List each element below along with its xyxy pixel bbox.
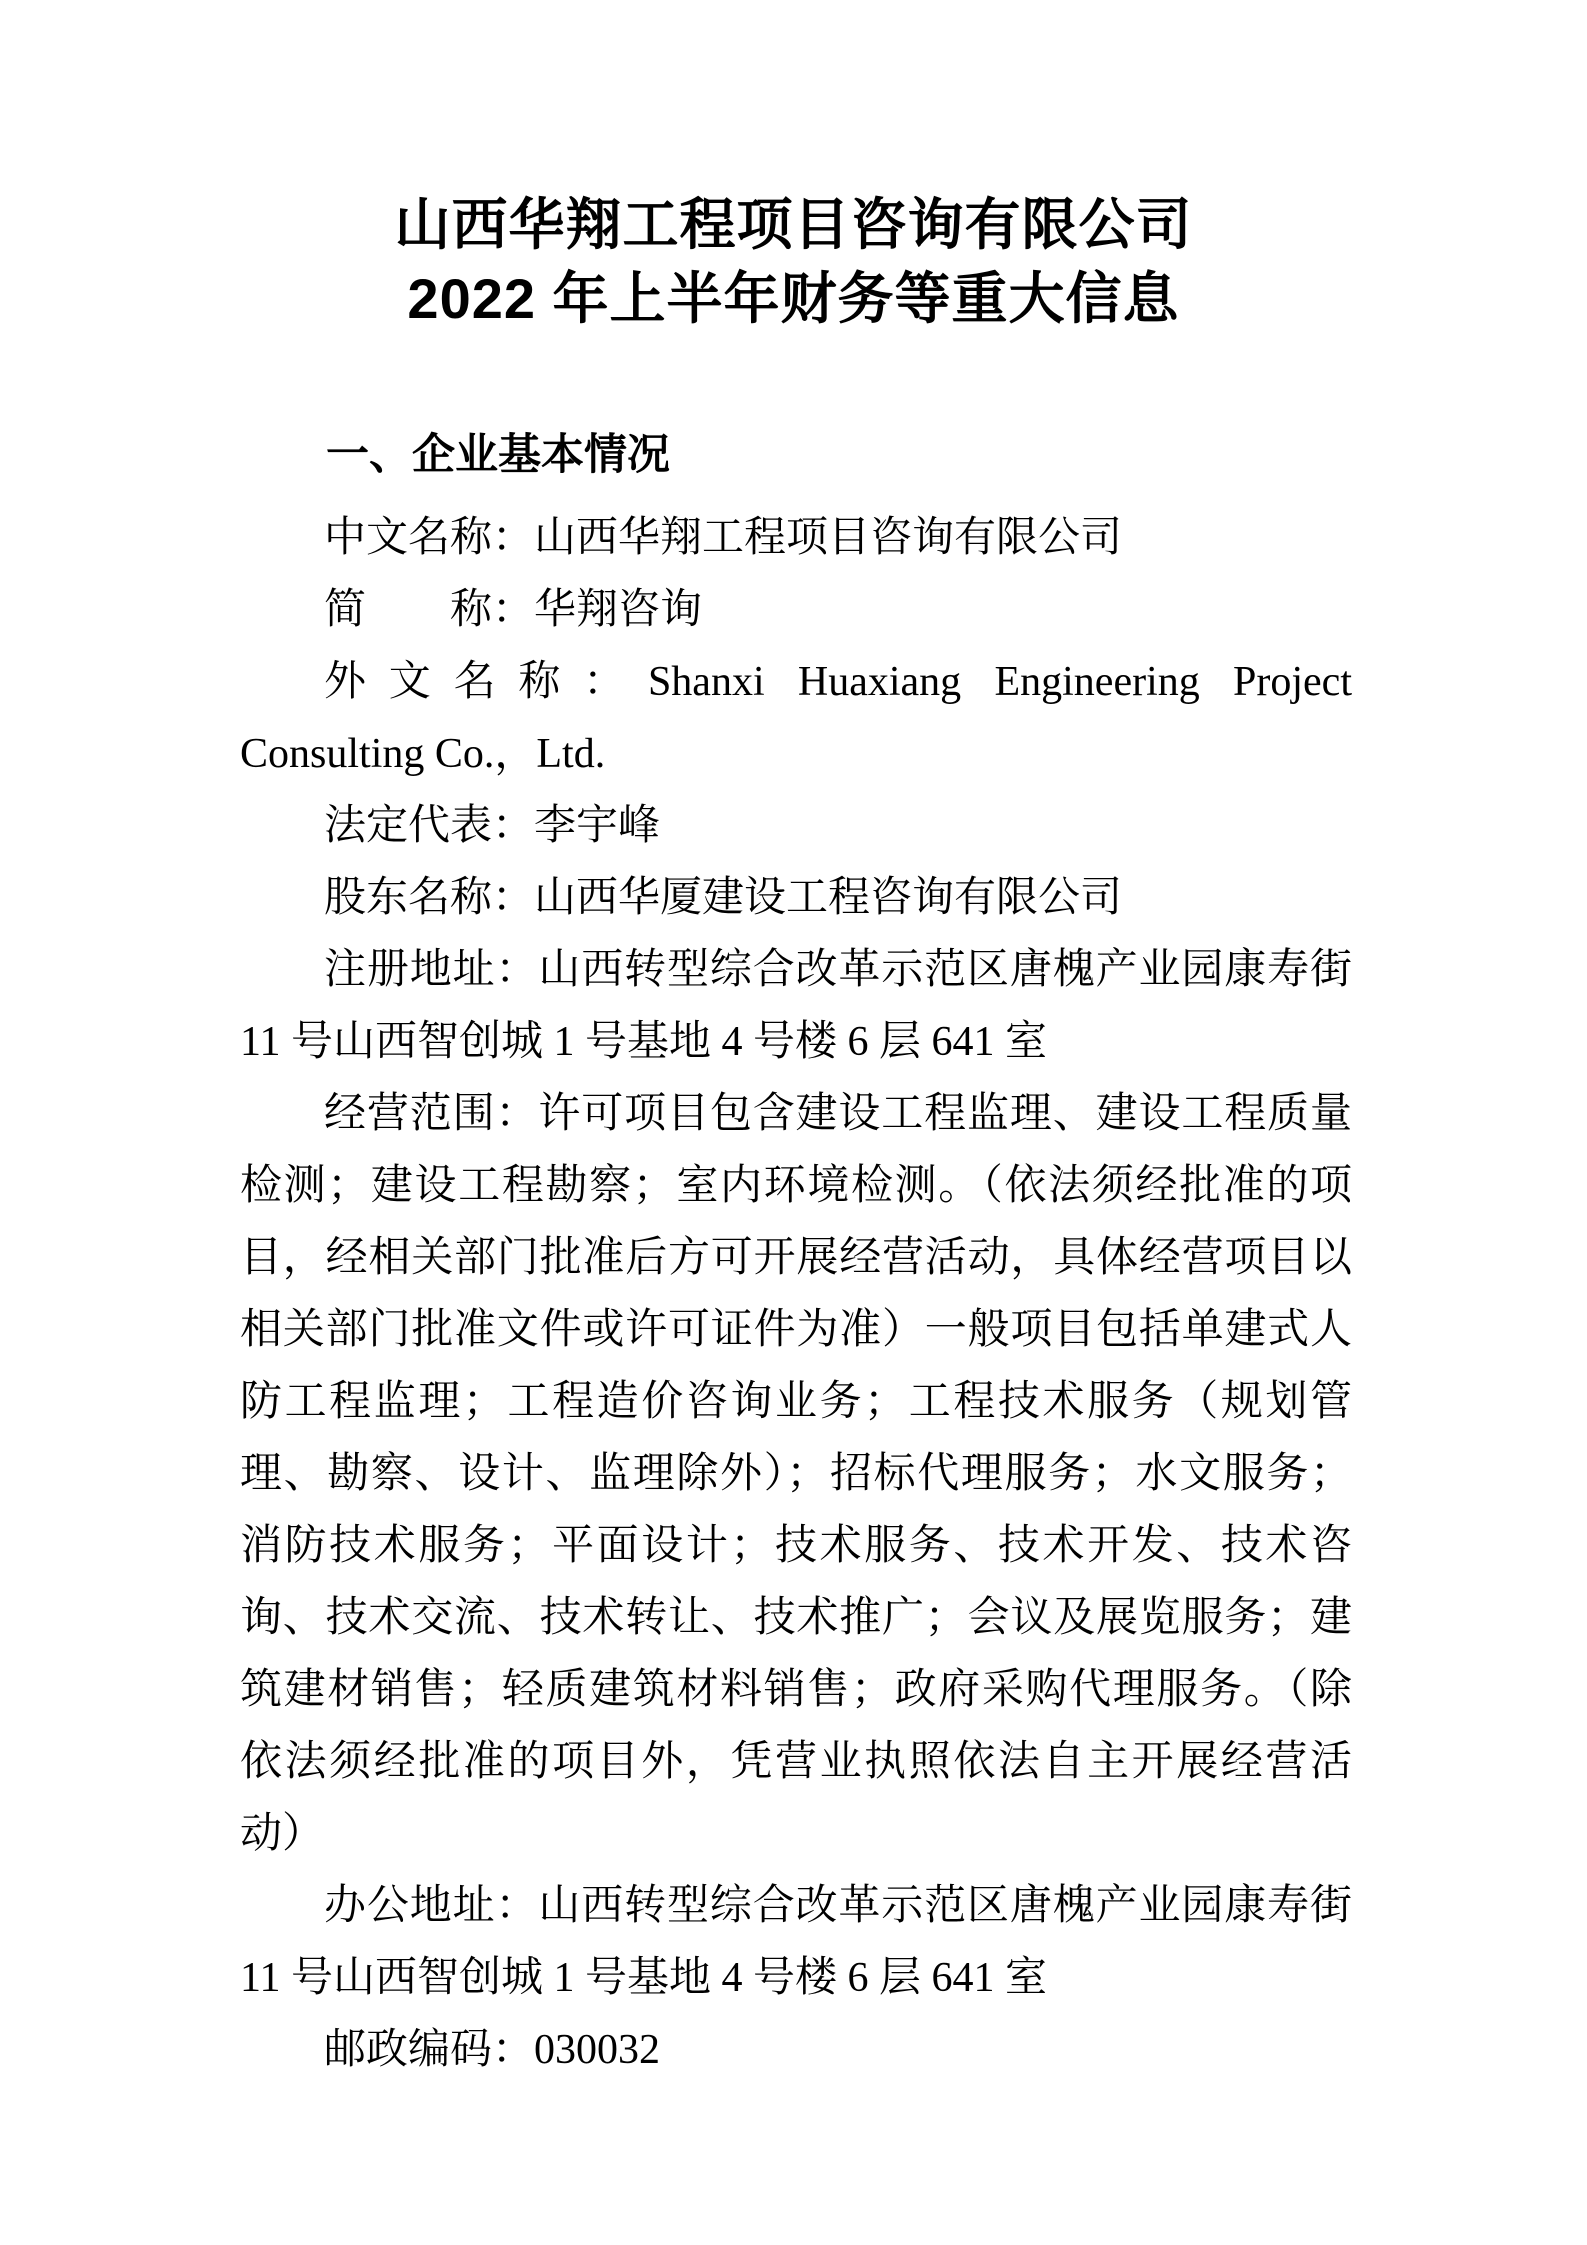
paragraph: 办公地址：山西转型综合改革示范区唐槐产业园康寿街 11 号山西智创城 1 号基地 4 号楼 6 层 641 室 (240, 1883, 1352, 2001)
paragraph: 简 称：华翔咨询 (324, 587, 703, 633)
paragraph: 外文名称：Shanxi Huaxiang Engineering Project Consulting Co.，Ltd. (240, 659, 1352, 777)
document-title (0, 0, 1587, 336)
paragraph: 经营范围：许可项目包含建设工程监理、建设工程质量检测；建设工程勘察；室内环境检测。（依法须经批准的项目，经相关部门批准后方可开展经营活动，具体经营项目以相关部门批准文件或许可证件为准）一般项目包括单建式人防工程监理；工程造价咨询业务；工程技术服务（规划管理、勘察、设计、监理除外）；招标代理服务；水文服务；消防技术服务；平面设计；技术服务、技术开发、技术咨询、技术交流、技术转让、技术推广；会议及展览服务；建筑建材销售；轻质建筑材料销售；政府采购代理服务。（除依法须经批准的项目外，凭营业执照依法自主开展经营活动） (240, 1091, 1352, 1857)
document-body (240, 502, 1352, 2086)
title-line: 2022 年上半年财务等重大信息 (407, 267, 1180, 330)
paragraph: 法定代表：李宇峰 (324, 803, 661, 849)
paragraph: 股东名称：山西华厦建设工程咨询有限公司 (324, 875, 1123, 921)
title-line: 山西华翔工程项目咨询有限公司 (394, 193, 1193, 256)
paragraph: 注册地址：山西转型综合改革示范区唐槐产业园康寿街 11 号山西智创城 1 号基地 4 号楼 6 层 641 室 (240, 947, 1352, 1065)
paragraph: 中文名称：山西华翔工程项目咨询有限公司 (324, 515, 1123, 561)
section-heading: 一、企业基本情况 (326, 431, 670, 479)
paragraph: 邮政编码：030032 (324, 2027, 661, 2073)
